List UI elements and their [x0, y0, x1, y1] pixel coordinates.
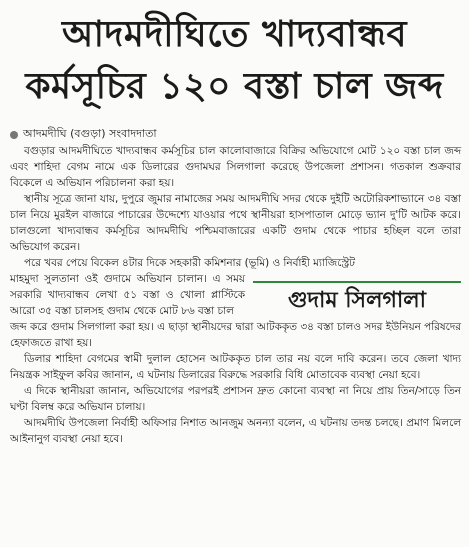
inset-title: গুদাম সিলগালা [287, 288, 427, 313]
headline-line-2: কর্মসূচির ১২০ বস্তা চাল জব্দ [25, 66, 444, 107]
paragraph-3-end: জব্দ করে গুদাম সিলগালা করা হয়। এ ছাড়া স্থানীয়দের দ্বারা আটককৃত ৩৪ বস্তা চালও সদর ইউনিয়ন পরিষদের হেফাজতে রাখা হয়। [10, 321, 461, 349]
paragraph-3-middle: মাহমুদা সুলতানা ওই গুদামে অভিযান চালান। এ সময় সরকারি খাদ্যবান্ধব লেখা ৫১ বস্তা ও খোলা প্লাস্টিকে আরো ৩৫ বস্তা চালসহ গুদাম থেকে মোট ৮৬ বস্তা চাল [10, 273, 245, 317]
article-body [10, 143, 461, 447]
byline-text: আদমদীঘি (বগুড়া) সংবাদদাতা [23, 127, 157, 140]
inset-row [10, 271, 461, 319]
bullet-dot-icon [10, 131, 18, 139]
headline-line-1: আদমদীঘিতে খাদ্যবান্ধব [61, 14, 408, 55]
paragraph-1: বগুড়ার আদমদীঘিতে খাদ্যবান্ধব কর্মসূচির চাল কালোবাজারে বিক্রির অভিযোগে মোট ১২০ বস্তা চাল জব্দ এবং শাহিদা বেগম নামে এক ডিলারের গুদামঘর সিলগালা করেছে উপজেলা প্রশাসন। গতকাল শুক্রবার বিকেলে এ অভিযান পরিচালনা করা হয়। [10, 145, 461, 189]
paragraph-3-intro: পরে খবর পেয়ে বিকেল ৪টার দিকে সহকারী কমিশনার (ভূমি) ও নির্বাহী ম্যাজিস্ট্রেট [24, 257, 355, 269]
paragraph-6: আদমদীঘি উপজেলা নির্বাহী অফিসার নিশাত আনজুম অনন্যা বলেন, এ ঘটনায় তদন্ত চলছে। প্রমাণ মিললে আইনানুগ ব্যবস্থা নেয়া হবে। [10, 417, 461, 445]
byline [10, 125, 157, 144]
paragraph-5: এ দিকে স্থানীয়রা জানান, অভিযোগের পরপরই প্রশাসন দ্রুত কোনো ব্যবস্থা না নিয়ে প্রায় তিন/সাড়ে তিন ঘণ্টা বিলম্ব করে অভিযান চালায়। [10, 385, 461, 413]
paragraph-2: স্থানীয় সূত্রে জানা যায়, দুপুরে জুমার নামাজের সময় আদমদীঘি সদর থেকে দুইটি অটোরিকশাভ্যানে ৩৪ বস্তা চাল নিয়ে মুরইল বাজারে পাচারের উদ্দেশ্যে যাওয়ার পথে স্থানীয়রা হাসপাতাল মোড়ে ভ্যান দু'টি আটক করে। চালগুলো খাদ্যবান্ধব কর্মসূচির আদমদীঘি পশ্চিমবাজারের একটি গুদাম থেকে পাচার হচ্ছিল বলে তারা অভিযোগ করেন। [10, 193, 461, 253]
paragraph-3-column [10, 271, 245, 319]
paragraph-4: ডিলার শাহিদা বেগমের স্বামী দুলাল হোসেন আটককৃত চাল তার নয় বলে দাবি করেন। তবে জেলা খাদ্য নিয়ন্ত্রক সাইফুল কবির জানান, এ ঘটনায় ডিলারের বিরুদ্ধে সরকারি বিধি মোতাবেক ব্যবস্থা নেয়া হবে। [10, 353, 461, 381]
inset-box [253, 271, 461, 319]
